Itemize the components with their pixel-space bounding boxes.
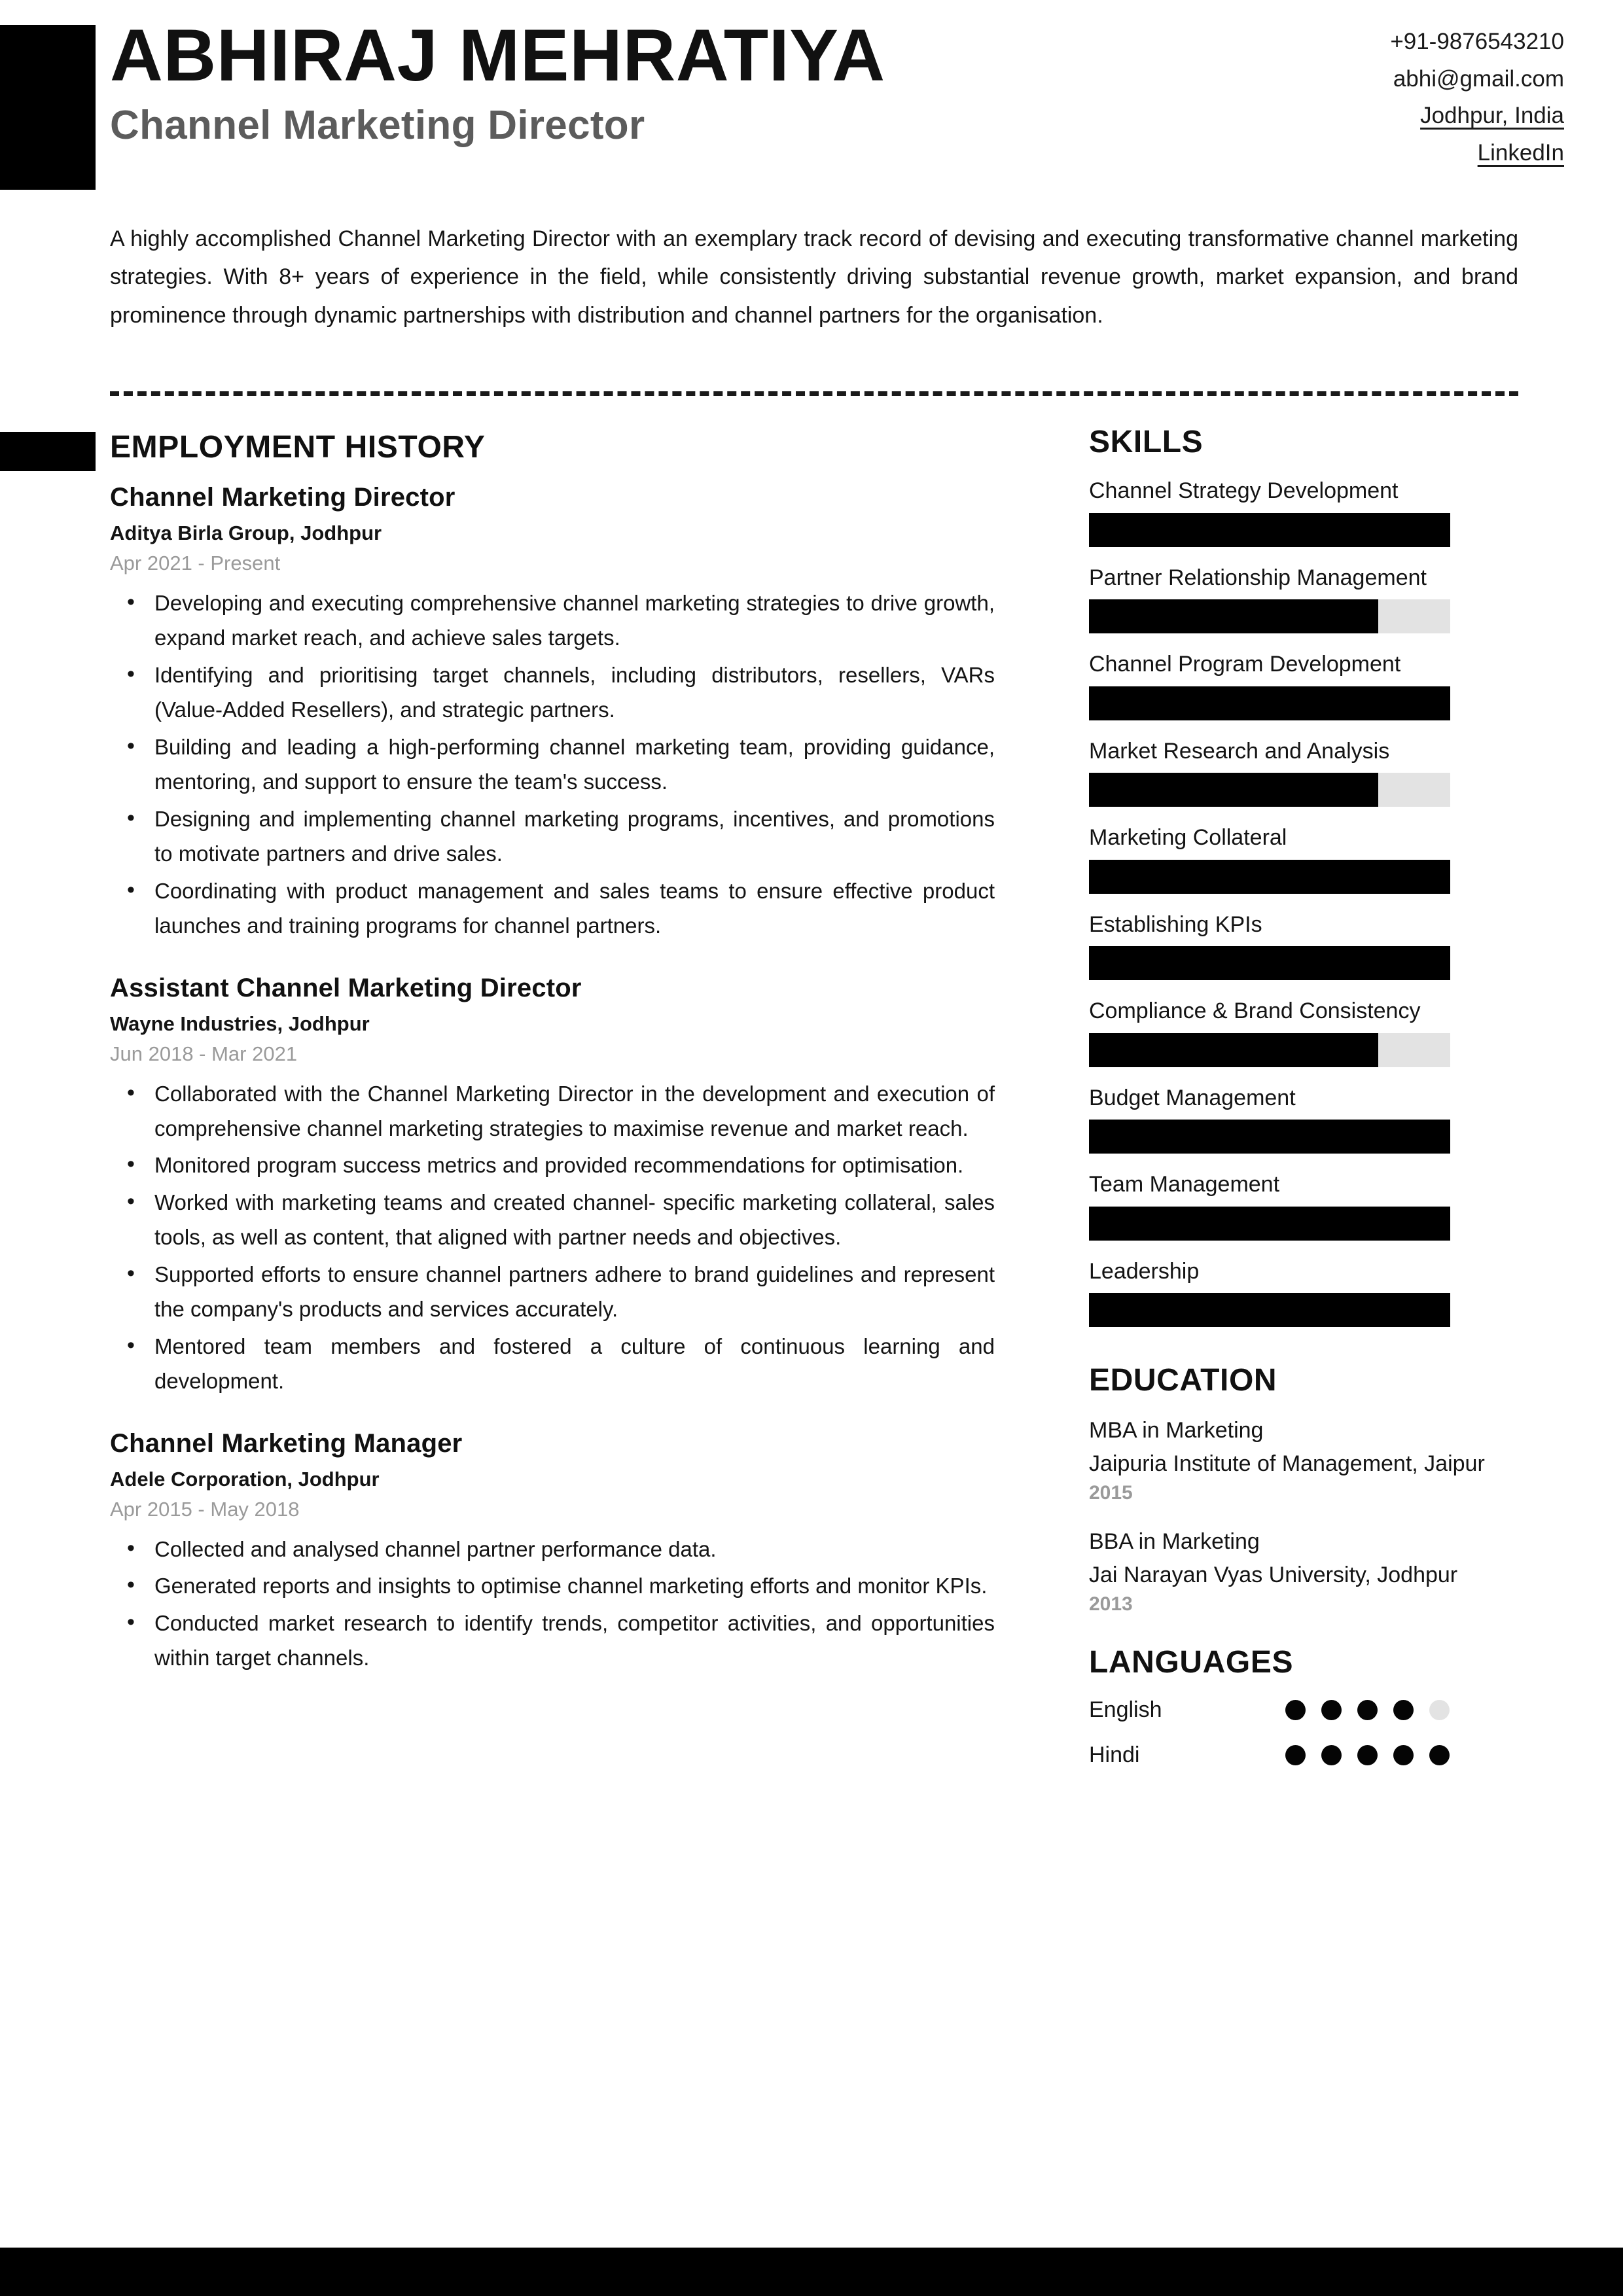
job-bullet: • Supported efforts to ensure channel partners adhere to brand guidelines and represent the company's products and services accurately. [151, 1257, 995, 1327]
education-degree: BBA in Marketing [1089, 1528, 1260, 1554]
skills-list [1089, 477, 1547, 1327]
job-bullet: • Conducted market research to identify trends, competitor activities, and opportunities within target channels. [151, 1606, 995, 1676]
skill-item [1089, 997, 1547, 1067]
job-bullet: • Collaborated with the Channel Marketing Director in the development and execution of comprehensive channel marketing strategies to maximise revenue and market reach. [151, 1076, 995, 1146]
job-bullet: • Coordinating with product management and sales teams to ensure effective product launches and training programs for channel partners. [151, 874, 995, 944]
job-bullet: • Designing and implementing channel marketing programs, incentives, and promotions to motivate partners and drive sales. [151, 802, 995, 872]
job-bullet: • Identifying and prioritising target channels, including distributors, resellers, VARs (Value-Added Resellers), and strategic partners. [151, 658, 995, 728]
job-company: Wayne Industries, Jodhpur [110, 1012, 370, 1035]
skill-level-track [1089, 860, 1450, 894]
job-bullet: • Collected and analysed channel partner performance data. [151, 1532, 995, 1566]
skill-level-track [1089, 946, 1450, 980]
skill-level-fill [1089, 1293, 1450, 1327]
job-bullet: • Building and leading a high-performing channel marketing team, providing guidance, mentoring, and support to ensure the team's success. [151, 730, 995, 800]
rating-dot-filled-icon [1285, 1700, 1306, 1720]
job-bullet: • Worked with marketing teams and created channel- specific marketing collateral, sales tools, as well as content, that aligned with partner needs and objectives. [151, 1185, 995, 1255]
contact-location[interactable]: Jodhpur, India [1420, 103, 1564, 129]
skill-level-track [1089, 686, 1450, 720]
job-bullet: • Developing and executing comprehensive channel marketing strategies to drive growth, expand market reach, and achieve sales targets. [151, 586, 995, 656]
skill-level-fill [1089, 686, 1450, 720]
employment-accent-block [0, 432, 96, 471]
skill-item [1089, 1171, 1547, 1241]
employment-history-title: EMPLOYMENT HISTORY [110, 430, 486, 465]
skill-level-track [1089, 513, 1450, 547]
job-role: Channel Marketing Director [110, 483, 455, 512]
rating-dot-filled-icon [1321, 1700, 1342, 1720]
language-label: Hindi [1089, 1742, 1140, 1767]
skill-label: Partner Relationship Management [1089, 565, 1427, 590]
header-accent-block [0, 25, 96, 190]
rating-dot-filled-icon [1429, 1745, 1450, 1765]
job-bullet-list [110, 1076, 995, 1399]
skill-level-track [1089, 773, 1450, 807]
page-title: ABHIRAJ MEHRATIYA [110, 14, 885, 96]
skill-level-fill [1089, 773, 1378, 807]
job-company: Adele Corporation, Jodhpur [110, 1467, 380, 1491]
skill-item [1089, 1258, 1547, 1328]
skill-label: Team Management [1089, 1172, 1280, 1197]
professional-summary: A highly accomplished Channel Marketing Director with an exemplary track record of devising and executing transformative channel marketing strategies. With 8+ years of experience in the field, while consistently driving substantial revenue growth, market expansion, and brand prominence through dynamic partnerships with distribution and channel partners for the organisation. [110, 226, 1518, 328]
skill-level-fill [1089, 1033, 1378, 1067]
skills-title: SKILLS [1089, 425, 1204, 459]
skill-level-fill [1089, 513, 1450, 547]
left-column [0, 424, 1034, 1705]
skill-level-fill [1089, 1120, 1450, 1154]
education-year: 2013 [1089, 1593, 1133, 1615]
employment-list [110, 483, 995, 1675]
skill-item [1089, 477, 1547, 547]
skill-item [1089, 564, 1547, 634]
language-rating [1285, 1700, 1450, 1720]
skill-item [1089, 1084, 1547, 1154]
skill-level-fill [1089, 599, 1378, 633]
job-bullet-list [110, 1532, 995, 1676]
job-dates: Jun 2018 - Mar 2021 [110, 1042, 298, 1065]
education-degree: MBA in Marketing [1089, 1418, 1264, 1443]
rating-dot-filled-icon [1393, 1700, 1414, 1720]
skill-item [1089, 737, 1547, 807]
education-section [1089, 1362, 1547, 1616]
job-role: Assistant Channel Marketing Director [110, 973, 582, 1002]
skill-level-fill [1089, 946, 1450, 980]
skill-label: Budget Management [1089, 1085, 1296, 1110]
skill-label: Market Research and Analysis [1089, 738, 1390, 764]
language-item [1089, 1697, 1547, 1723]
job-bullet: • Mentored team members and fostered a culture of continuous learning and development. [151, 1329, 995, 1399]
skill-label: Channel Strategy Development [1089, 478, 1399, 503]
job-bullet: • Monitored program success metrics and provided recommendations for optimisation. [151, 1148, 995, 1182]
rating-dot-filled-icon [1357, 1700, 1378, 1720]
education-school: Jai Narayan Vyas University, Jodhpur [1089, 1562, 1458, 1587]
employment-section-header [0, 424, 1034, 483]
skill-label: Establishing KPIs [1089, 911, 1262, 937]
education-item [1089, 1527, 1547, 1616]
education-item [1089, 1415, 1547, 1504]
employment-item [110, 1429, 995, 1676]
right-column [1089, 424, 1547, 1788]
language-label: English [1089, 1697, 1162, 1722]
skill-label: Compliance & Brand Consistency [1089, 998, 1421, 1023]
rating-dot-filled-icon [1357, 1745, 1378, 1765]
skill-label: Channel Program Development [1089, 652, 1401, 677]
rating-dot-filled-icon [1393, 1745, 1414, 1765]
dashed-divider [110, 391, 1518, 396]
languages-list [1089, 1697, 1547, 1768]
education-school: Jaipuria Institute of Management, Jaipur [1089, 1451, 1485, 1476]
contact-email[interactable]: abhi@gmail.com [1393, 65, 1564, 92]
skill-level-track [1089, 1293, 1450, 1327]
rating-dot-empty-icon [1429, 1700, 1450, 1720]
job-dates: Apr 2015 - May 2018 [110, 1497, 300, 1521]
skill-level-track [1089, 1033, 1450, 1067]
languages-section [1089, 1644, 1547, 1768]
resume-header [0, 0, 1623, 196]
employment-item [110, 483, 995, 944]
education-year: 2015 [1089, 1481, 1133, 1504]
employment-item [110, 974, 995, 1399]
education-title: EDUCATION [1089, 1363, 1277, 1398]
job-role: Channel Marketing Manager [110, 1428, 463, 1458]
footer-bar [0, 2248, 1623, 2296]
job-bullet: • Generated reports and insights to optimise channel marketing efforts and monitor KPIs. [151, 1568, 995, 1603]
education-list [1089, 1415, 1547, 1616]
job-bullet-list [110, 586, 995, 944]
job-dates: Apr 2021 - Present [110, 552, 281, 574]
skill-label: Leadership [1089, 1258, 1200, 1284]
skill-label: Marketing Collateral [1089, 825, 1287, 850]
skill-level-track [1089, 599, 1450, 633]
language-item [1089, 1742, 1547, 1768]
contact-linkedin-link[interactable]: LinkedIn [1477, 140, 1564, 166]
skill-level-fill [1089, 1207, 1450, 1241]
skill-item [1089, 824, 1547, 894]
job-company: Aditya Birla Group, Jodhpur [110, 521, 382, 544]
contact-phone[interactable]: +91-9876543210 [1390, 29, 1564, 54]
skill-level-fill [1089, 860, 1450, 894]
contact-block [1390, 24, 1564, 172]
header-job-title: Channel Marketing Director [110, 103, 645, 149]
rating-dot-filled-icon [1321, 1745, 1342, 1765]
skill-item [1089, 650, 1547, 720]
skill-level-track [1089, 1120, 1450, 1154]
skill-item [1089, 911, 1547, 981]
languages-title: LANGUAGES [1089, 1644, 1294, 1680]
header-identity [110, 14, 885, 149]
skill-level-track [1089, 1207, 1450, 1241]
rating-dot-filled-icon [1285, 1745, 1306, 1765]
language-rating [1285, 1745, 1450, 1765]
